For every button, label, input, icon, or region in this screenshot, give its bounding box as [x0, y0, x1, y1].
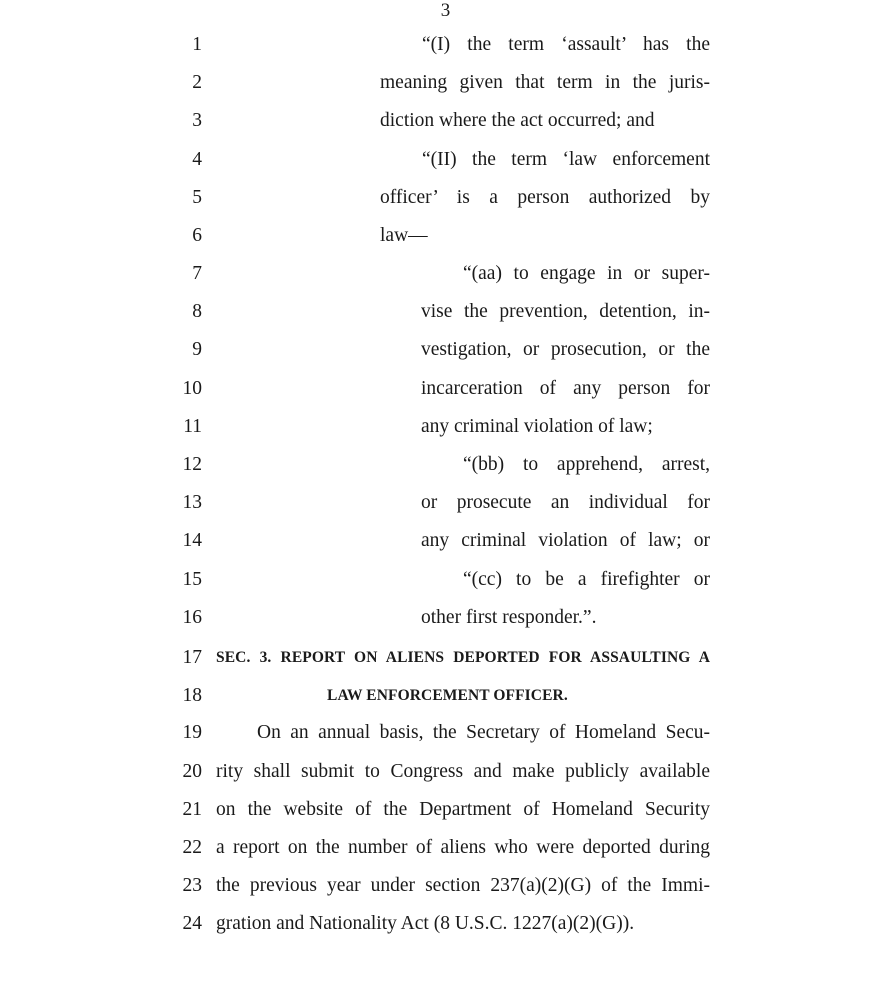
line-text: “(cc) to be a firefighter or: [463, 569, 710, 590]
line-number: 13: [182, 492, 202, 513]
line-number: 11: [183, 416, 202, 437]
line-number: 19: [182, 722, 202, 743]
document-line: [0, 490, 891, 528]
line-number: 23: [182, 875, 202, 896]
document-line: [0, 759, 891, 797]
line-text: vestigation, or prosecution, or the: [421, 339, 710, 360]
document-line: [0, 683, 891, 721]
document-line: [0, 147, 891, 185]
document-line: [0, 452, 891, 490]
line-text: “(II) the term ‘law enforcement: [422, 149, 710, 170]
section-heading: SEC. 3. REPORT ON ALIENS DEPORTED FOR ASSAULTING A: [216, 649, 710, 666]
line-number: 24: [182, 913, 202, 934]
section-heading-continued: LAW ENFORCEMENT OFFICER.: [327, 687, 568, 704]
line-text: law—: [380, 225, 428, 246]
line-number: 17: [182, 647, 202, 668]
line-text: a report on the number of aliens who were deported during: [216, 837, 710, 858]
line-text: officer’ is a person authorized by: [380, 187, 710, 208]
document-line: [0, 70, 891, 108]
line-number: 15: [182, 569, 202, 590]
line-number: 16: [182, 607, 202, 628]
document-line: [0, 108, 891, 146]
line-number: 2: [192, 72, 202, 93]
line-text: gration and Nationality Act (8 U.S.C. 1227(a)(2)(G)).: [216, 913, 635, 934]
document-line: [0, 797, 891, 835]
line-number: 6: [192, 225, 202, 246]
line-text: the previous year under section 237(a)(2)(G) of the Immi-: [216, 875, 710, 896]
line-text: on the website of the Department of Homeland Security: [216, 799, 710, 820]
document-line: [0, 223, 891, 261]
line-number: 3: [192, 110, 202, 131]
line-text: On an annual basis, the Secretary of Homeland Secu-: [257, 722, 710, 743]
line-text: meaning given that term in the juris-: [380, 72, 710, 93]
line-text: or prosecute an individual for: [421, 492, 710, 513]
line-number: 20: [182, 761, 202, 782]
line-number: 10: [182, 378, 202, 399]
document-line: [0, 873, 891, 911]
line-text: diction where the act occurred; and: [380, 110, 655, 131]
document-line: [0, 605, 891, 643]
line-number: 12: [182, 454, 202, 475]
line-number: 4: [192, 149, 202, 170]
line-text: any criminal violation of law;: [421, 416, 653, 437]
document-line: [0, 528, 891, 566]
document-line: [0, 911, 891, 949]
line-number: 14: [182, 530, 202, 551]
line-text: incarceration of any person for: [421, 378, 710, 399]
document-line: [0, 835, 891, 873]
line-number: 18: [182, 685, 202, 706]
line-number: 9: [192, 339, 202, 360]
line-number: 8: [192, 301, 202, 322]
document-line: [0, 567, 891, 605]
line-number: 5: [192, 187, 202, 208]
line-text: “(I) the term ‘assault’ has the: [422, 34, 710, 55]
document-line: [0, 414, 891, 452]
line-text: vise the prevention, detention, in-: [421, 301, 710, 322]
document-line: [0, 299, 891, 337]
line-number: 22: [182, 837, 202, 858]
document-line: [0, 720, 891, 758]
line-number: 21: [182, 799, 202, 820]
document-line: [0, 261, 891, 299]
document-line: [0, 185, 891, 223]
line-number: 7: [192, 263, 202, 284]
line-text: “(bb) to apprehend, arrest,: [463, 454, 710, 475]
document-line: [0, 376, 891, 414]
document-line: [0, 645, 891, 683]
page-number: 3: [440, 0, 451, 21]
line-text: any criminal violation of law; or: [421, 530, 710, 551]
line-text: “(aa) to engage in or super-: [463, 263, 710, 284]
line-text: rity shall submit to Congress and make publicly available: [216, 761, 710, 782]
line-text: other first responder.”.: [421, 607, 597, 628]
document-line: [0, 337, 891, 375]
line-number: 1: [192, 34, 202, 55]
document-line: [0, 32, 891, 70]
